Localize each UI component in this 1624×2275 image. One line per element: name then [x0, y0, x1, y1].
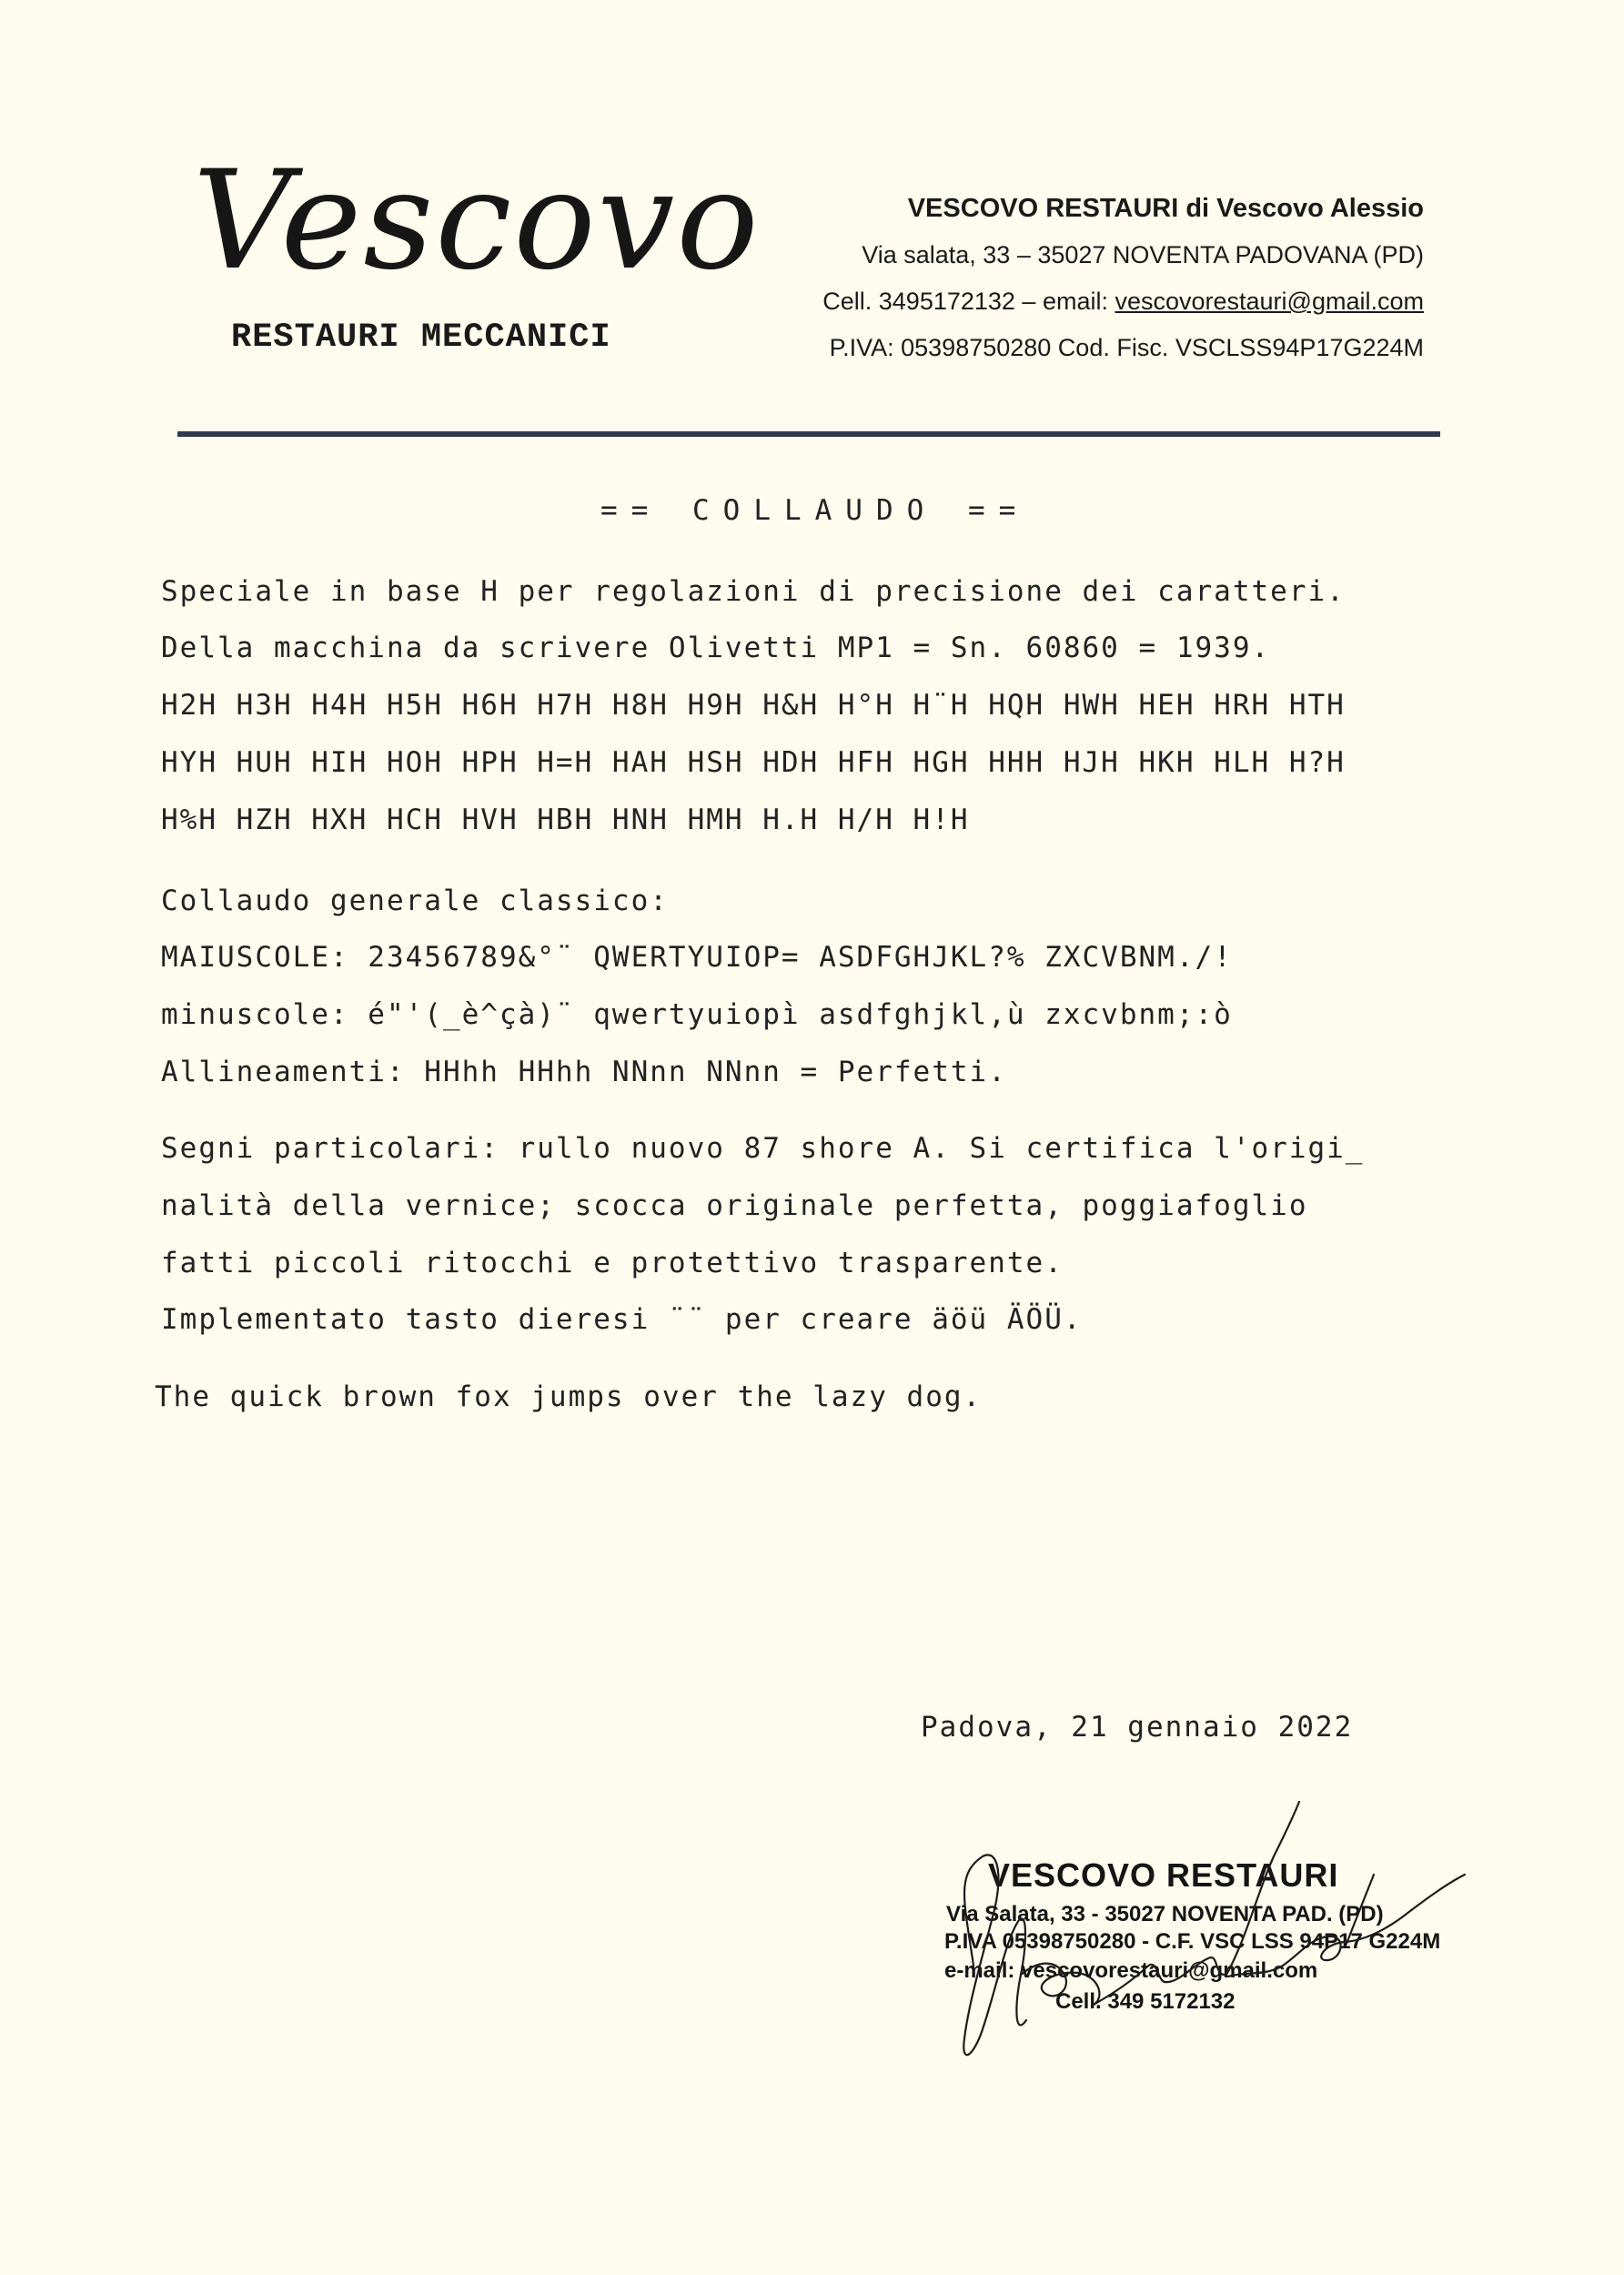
lowercase-test-line: minuscole: é"'(_è^çà)¨ qwertyuiopì asdfghjkl,ù zxcvbnm;:ò: [161, 998, 1233, 1031]
company-tax-ids: P.IVA: 05398750280 Cod. Fisc. VSCLSS94P17G224M: [829, 334, 1424, 361]
letterhead-logo: [193, 142, 761, 371]
contact-phone: Cell. 3495172132 – email:: [822, 288, 1115, 315]
pangram-line: The quick brown fox jumps over the lazy dog.: [155, 1380, 983, 1413]
notes-line: nalità della vernice; scocca originale perfetta, poggiafoglio: [161, 1189, 1308, 1222]
intro-line: Della macchina da scrivere Olivetti MP1 = Sn. 60860 = 1939.: [161, 632, 1271, 664]
notes-line: fatti piccoli ritocchi e protettivo trasparente.: [161, 1247, 1064, 1279]
page-title: == COLLAUDO ==: [600, 494, 1030, 527]
header-divider: [177, 431, 1440, 437]
logo-wordmark: Vescovo: [193, 142, 761, 300]
company-info: [822, 186, 1424, 371]
alignment-test-line: Allineamenti: HHhh HHhh NNnn NNnn = Perfetti.: [161, 1056, 1007, 1088]
logo-subtitle: RESTAURI MECCANICI: [231, 318, 611, 357]
stamp-address: Via Salata, 33 - 35027 NOVENTA PAD. (PD): [946, 1902, 1384, 1926]
stamp-email: e-mail: vescovorestauri@gmail.com: [944, 1958, 1318, 1983]
company-name: VESCOVO RESTAURI di Vescovo Alessio: [907, 194, 1424, 223]
company-address: Via salata, 33 – 35027 NOVENTA PADOVANA (PD): [862, 241, 1424, 268]
h-test-line: H%H HZH HXH HCH HVH HBH HNH HMH H.H H/H H!H: [161, 804, 970, 836]
company-contact: [822, 278, 1424, 325]
stamp-name: VESCOVO RESTAURI: [988, 1856, 1339, 1894]
intro-line: Speciale in base H per regolazioni di precisione dei caratteri.: [161, 575, 1346, 608]
general-test-heading: Collaudo generale classico:: [161, 885, 669, 917]
stamp-phone: Cell. 349 5172132: [1055, 1989, 1236, 2014]
handwritten-signature: [919, 1765, 1483, 2093]
notes-line: Implementato tasto dieresi ¨¨ per creare äöü ÄÖÜ.: [161, 1303, 1083, 1336]
uppercase-test-line: MAIUSCOLE: 23456789&°¨ QWERTYUIOP= ASDFGHJKL?% ZXCVBNM./!: [161, 941, 1233, 974]
h-test-line: H2H H3H H4H H5H H6H H7H H8H H9H H&H H°H H¨H HQH HWH HEH HRH HTH: [161, 689, 1346, 722]
email-link[interactable]: vescovorestauri@gmail.com: [1115, 288, 1424, 315]
date-line: Padova, 21 gennaio 2022: [921, 1711, 1354, 1744]
h-test-line: HYH HUH HIH HOH HPH H=H HAH HSH HDH HFH HGH HHH HJH HKH HLH H?H: [161, 746, 1346, 779]
stamp-tax-ids: P.IVA 05398750280 - C.F. VSC LSS 94P17 G224M: [944, 1929, 1441, 1954]
notes-line: Segni particolari: rullo nuovo 87 shore A. Si certifica l'origi_: [161, 1132, 1365, 1165]
